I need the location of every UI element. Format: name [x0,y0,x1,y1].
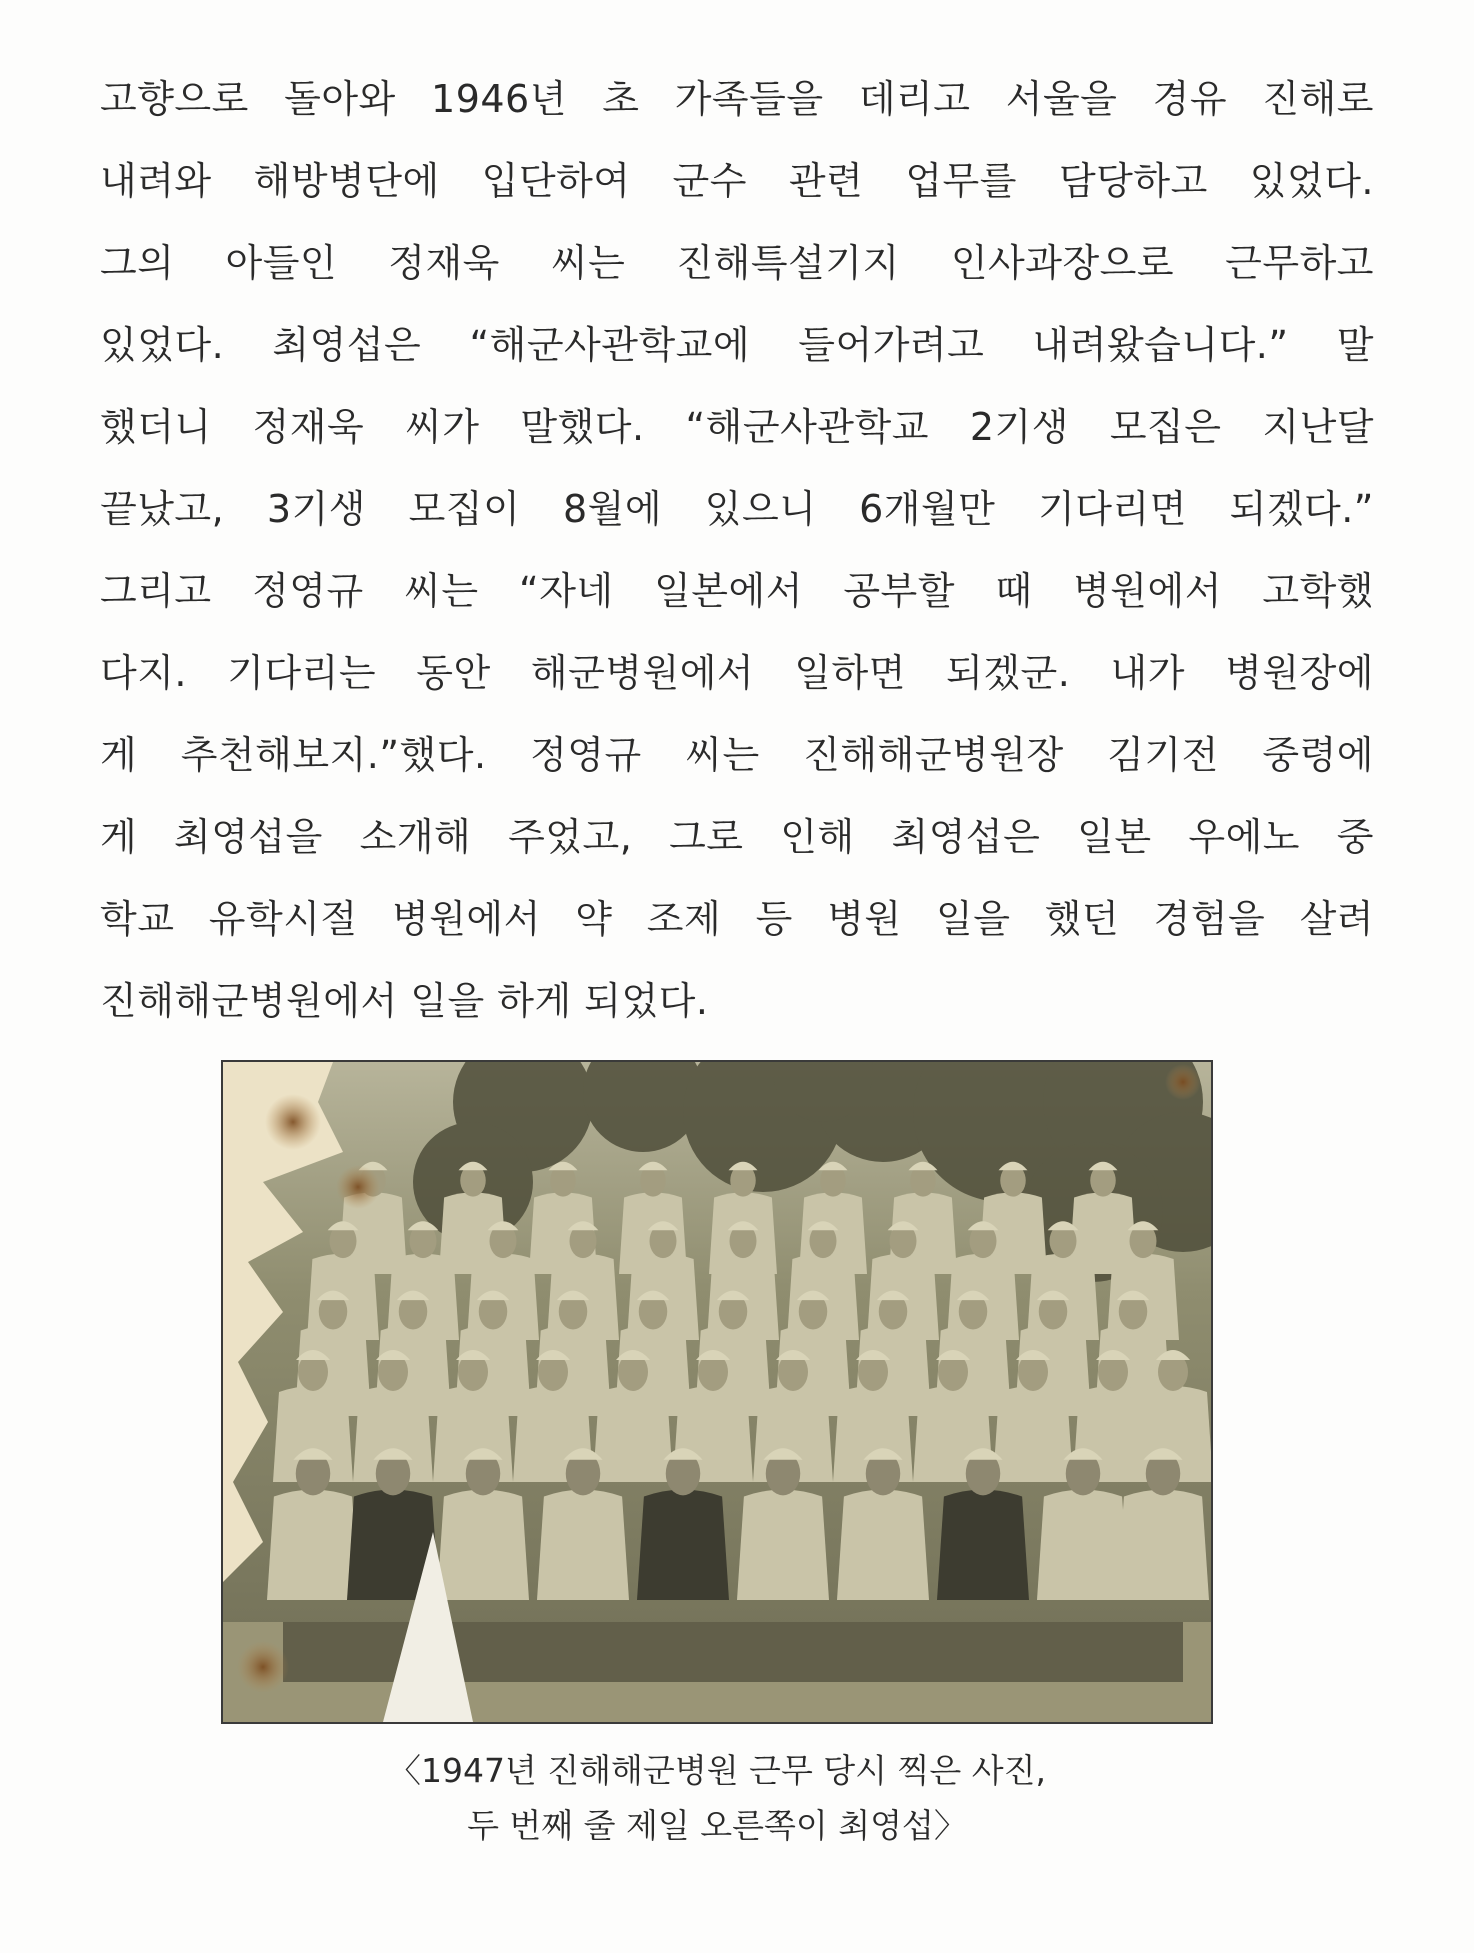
body-line: 학교 유학시절 병원에서 약 조제 등 병원 일을 했던 경험을 살려 [100,897,1374,941]
body-line: 내려와 해방병단에 입단하여 군수 관련 업무를 담당하고 있었다. [100,159,1374,203]
body-line: 했더니 정재욱 씨가 말했다. “해군사관학교 2기생 모집은 지난달 [100,405,1374,449]
group-photo [221,1060,1213,1724]
photo-caption-line1: 〈1947년 진해해군병원 근무 당시 찍은 사진, [387,1751,1047,1790]
body-line: 진해해군병원에서 일을 하게 되었다. [100,979,709,1023]
body-line: 있었다. 최영섭은 “해군사관학교에 들어가려고 내려왔습니다.” 말 [100,323,1374,367]
group-photo-image [223,1062,1211,1722]
body-line: 그리고 정영규 씨는 “자네 일본에서 공부할 때 병원에서 고학했 [100,569,1374,613]
body-paragraph [100,58,1374,1042]
body-line: 다지. 기다리는 동안 해군병원에서 일하면 되겠군. 내가 병원장에 [100,651,1374,695]
body-line: 끝났고, 3기생 모집이 8월에 있으니 6개월만 기다리면 되겠다.” [100,487,1374,531]
body-line: 고향으로 돌아와 1946년 초 가족들을 데리고 서울을 경유 진해로 [100,77,1374,121]
body-line: 게 추천해보지.”했다. 정영규 씨는 진해해군병원장 김기전 중령에 [100,733,1374,777]
photo-caption-line2: 두 번째 줄 제일 오른쪽이 최영섭〉 [467,1806,967,1845]
body-line: 게 최영섭을 소개해 주었고, 그로 인해 최영섭은 일본 우에노 중 [100,815,1374,859]
body-line: 그의 아들인 정재욱 씨는 진해특설기지 인사과장으로 근무하고 [100,241,1374,285]
